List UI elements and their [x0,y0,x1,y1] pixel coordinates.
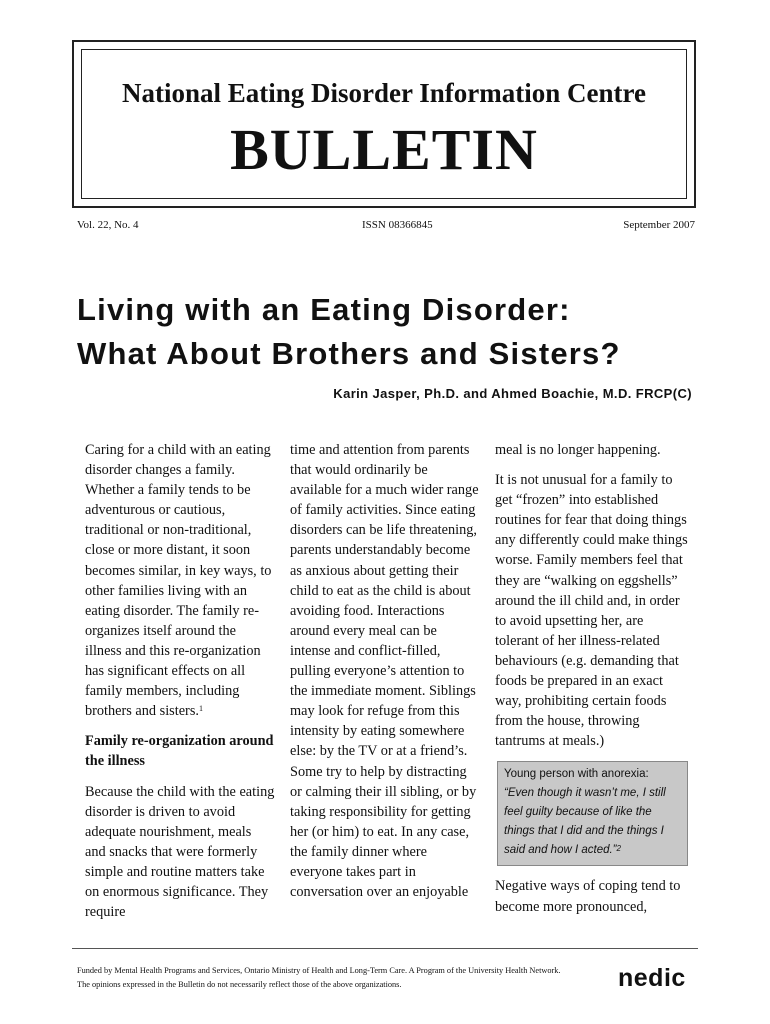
headline-line-2: What About Brothers and Sisters? [77,336,621,371]
bulletin-title: BULLETIN [230,117,538,182]
paragraph: meal is no longer happening. [495,442,661,458]
footer-divider [72,948,698,949]
masthead-inner-frame [81,49,687,199]
article-headline [77,288,717,376]
issue-issn: ISSN 08366845 [362,219,433,231]
quote-text: “Even though it wasn’t me, I still feel guilty because of like the things that I did and the things I said and how I acted.” [504,787,666,857]
paragraph: It is not unusual for a family to get “frozen” into established routines for fear that doing things any differently could make things worse. Family members feel that they are “walking on eggshells” around the ill child and, in order to avoid upsetting her, are tolerant of her illness-related behaviours (e.g. demanding that foods be prepared in an exact way, prohibiting certain foods from the house, throwing tantrums at meals.) [495,472,688,750]
paragraph: Because the child with the eating disorder is driven to avoid adequate nourishment, meals and snacks that were formerly simple and routine matters take on enormous significance. They require [85,783,275,921]
quote-text-wrap [504,784,681,860]
footer-disclaimer-line: The opinions expressed in the Bulletin do not necessarily reflect those of the above organizations. [77,980,402,989]
article-column-2 [290,440,480,902]
organization-name: National Eating Disorder Information Centre [122,78,646,108]
section-subheading: Family re-organization around the illness [85,733,274,770]
masthead [72,40,696,208]
article-column-1 [85,440,275,922]
paragraph: Negative ways of coping tend to become more pronounced, [495,878,681,915]
footer-funding-line: Funded by Mental Health Programs and Services, Ontario Ministry of Health and Long-Term Care. A Program of the University Health Network. [77,966,561,975]
quote-heading: Young person with anorexia: [504,768,649,781]
footnote-ref: 1 [198,704,203,714]
issue-date: September 2007 [623,219,695,231]
headline-line-1: Living with an Eating Disorder: [77,292,571,327]
paragraph: time and attention from parents that would ordinarily be available for a much wider range of family activities. Since eating disorders can be life threatening, parents understandably become as anxious about getting their child to eat as the child is about avoiding food. Interactions around every meal can be intense and conflict-filled, pulling everyone’s attention to the immediate moment. Siblings may look for refuge from this intensity by eating somewhere else: by the TV or at a friend’s. Some try to help by distracting or calming their ill sibling, or by taking responsibility for getting her (or him) to eat. In any case, the family dinner where everyone takes part in conversation over an enjoyable [290,442,479,901]
nedic-logo: nedic [618,964,686,992]
paragraph [85,440,275,721]
paragraph-text: Caring for a child with an eating disorder changes a family. Whether a family tends to be adventurous or cautious, traditional or non-traditional, close or more distant, it soon becomes similar, in key ways, to other families living with an eating disorder. The family re-organizes itself around the illness and this re-organization has significant effects on all family members, including brothers and sisters. [85,442,272,720]
footnote-ref: 2 [616,844,621,854]
quote-callout [497,761,688,866]
article-byline: Karin Jasper, Ph.D. and Ahmed Boachie, M.D. FRCP(C) [333,386,692,401]
article-column-3 [495,440,690,917]
footer-text [77,964,637,992]
issue-volume: Vol. 22, No. 4 [77,219,139,231]
